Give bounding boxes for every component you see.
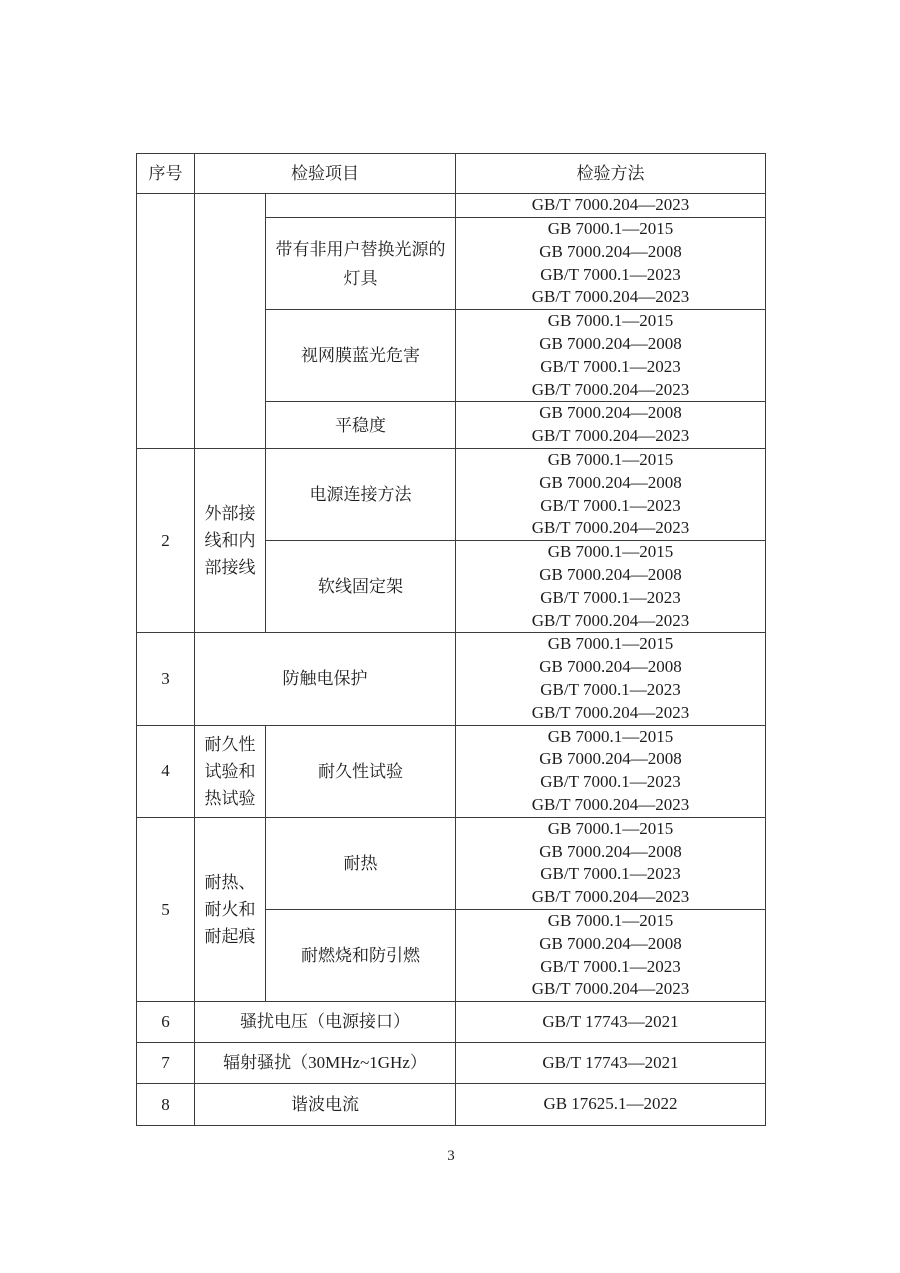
method-standard: GB 7000.1—2015 [547, 542, 674, 562]
method-cell [456, 310, 766, 402]
method-standard: GB/T 7000.204—2023 [531, 379, 690, 399]
item-cell [266, 218, 456, 310]
method-standard: GB/T 7000.1—2023 [540, 264, 681, 284]
method-cell [456, 541, 766, 633]
method-standard: GB 7000.1—2015 [547, 449, 674, 469]
method-standard: GB 7000.204—2008 [539, 657, 682, 677]
method-standard: GB 7000.1—2015 [547, 219, 674, 238]
item-cell: 骚扰电压（电源接口） [195, 1002, 456, 1043]
table-row [137, 448, 766, 540]
method-standard: GB 7000.1—2015 [547, 634, 674, 654]
category-label: 耐久性试验和热试验 [204, 734, 256, 808]
category-cell [195, 817, 266, 1001]
method-standard: GB 7000.1—2015 [547, 818, 674, 838]
serial-number-cell: 5 [137, 817, 195, 1001]
table-row [137, 817, 766, 909]
table-row [137, 1084, 766, 1126]
method-standard: GB 7000.1—2015 [547, 311, 674, 331]
method-cell [456, 909, 766, 1001]
method-cell [456, 725, 766, 817]
serial-number-cell: 6 [137, 1002, 195, 1043]
method-standard: GB/T 7000.204—2023 [531, 794, 690, 814]
method-standard: GB/T 7000.1—2023 [540, 956, 681, 976]
method-cell [456, 1002, 766, 1043]
item-cell [266, 310, 456, 402]
table-row [137, 633, 766, 725]
method-standard: GB 7000.1—2015 [547, 910, 674, 930]
method-cell [456, 218, 766, 310]
method-standard: GB/T 7000.1—2023 [540, 679, 681, 699]
method-cell [456, 633, 766, 725]
category-cell [195, 725, 266, 817]
method-cell [456, 402, 766, 449]
category-cell [195, 448, 266, 632]
item-cell [266, 541, 456, 633]
method-standard: GB 7000.1—2015 [547, 726, 674, 746]
method-standard: GB/T 7000.204—2023 [531, 979, 690, 999]
method-cell [456, 1043, 766, 1084]
method-standard: GB 7000.204—2008 [539, 564, 682, 584]
item-label: 耐热 [343, 853, 378, 873]
item-cell: 谐波电流 [195, 1084, 456, 1126]
table-row [137, 1043, 766, 1084]
method-cell [456, 194, 766, 218]
item-label: 防触电保护 [282, 669, 368, 689]
item-cell [266, 817, 456, 909]
header-inspection-method: 检验方法 [456, 154, 766, 194]
inspection-items-table [136, 153, 766, 1126]
table-header-row [137, 154, 766, 194]
method-standard: GB/T 7000.1—2023 [540, 495, 681, 515]
method-cell [456, 817, 766, 909]
table-row [137, 194, 766, 218]
method-standard: GB/T 7000.204—2023 [531, 195, 690, 215]
page-number: 3 [447, 1148, 455, 1164]
item-label: 耐燃烧和防引燃 [301, 946, 420, 965]
serial-number-cell: 4 [137, 725, 195, 817]
item-label: 耐久性试验 [318, 761, 403, 781]
item-cell: 辐射骚扰（30MHz~1GHz） [195, 1043, 456, 1084]
method-standard: GB/T 7000.1—2023 [540, 587, 681, 607]
method-standard: GB/T 7000.204—2023 [531, 610, 690, 630]
method-standard: GB 7000.204—2008 [539, 241, 682, 261]
method-standard: GB/T 7000.204—2023 [531, 518, 690, 538]
method-standard: GB/T 17743—2021 [542, 1011, 679, 1031]
table-row [137, 1002, 766, 1043]
item-cell [195, 633, 456, 725]
category-label: 耐热、耐火和耐起痕 [204, 872, 256, 946]
method-standard: GB 7000.204—2008 [539, 403, 682, 423]
method-cell [456, 448, 766, 540]
serial-number-cell: 3 [137, 633, 195, 725]
item-label: 带有非用户替换光源的灯具 [275, 239, 446, 288]
serial-number-cell: 7 [137, 1043, 195, 1084]
method-cell [456, 1084, 766, 1126]
serial-number-cell [137, 194, 195, 449]
item-cell [266, 725, 456, 817]
method-standard: GB/T 17743—2021 [542, 1052, 679, 1072]
item-cell [266, 402, 456, 449]
item-label: 电源连接方法 [309, 485, 412, 505]
header-inspection-item: 检验项目 [195, 154, 456, 194]
item-label: 平稳度 [335, 415, 386, 435]
method-standard: GB/T 7000.204—2023 [531, 287, 690, 307]
serial-number-cell: 2 [137, 448, 195, 632]
method-standard: GB/T 7000.1—2023 [540, 864, 681, 884]
item-cell [266, 448, 456, 540]
item-cell [266, 194, 456, 218]
category-label: 外部接线和内部接线 [204, 504, 256, 578]
method-standard: GB 7000.204—2008 [539, 933, 682, 953]
method-standard: GB/T 7000.204—2023 [531, 426, 690, 446]
method-standard: GB 7000.204—2008 [539, 749, 682, 769]
table-row [137, 725, 766, 817]
method-standard: GB/T 7000.1—2023 [540, 356, 681, 376]
method-standard: GB 7000.204—2008 [539, 333, 682, 353]
category-cell [195, 194, 266, 449]
method-standard: GB/T 7000.204—2023 [531, 702, 690, 722]
method-standard: GB 7000.204—2008 [539, 841, 682, 861]
method-standard: GB 7000.204—2008 [539, 472, 682, 492]
method-standard: GB/T 7000.1—2023 [540, 772, 681, 792]
method-standard: GB/T 7000.204—2023 [531, 887, 690, 907]
item-label: 视网膜蓝光危害 [301, 346, 420, 366]
header-serial-number: 序号 [137, 154, 195, 194]
item-cell [266, 909, 456, 1001]
serial-number-cell: 8 [137, 1084, 195, 1126]
method-standard: GB 17625.1—2022 [543, 1094, 678, 1114]
item-label: 软线固定架 [318, 577, 403, 597]
